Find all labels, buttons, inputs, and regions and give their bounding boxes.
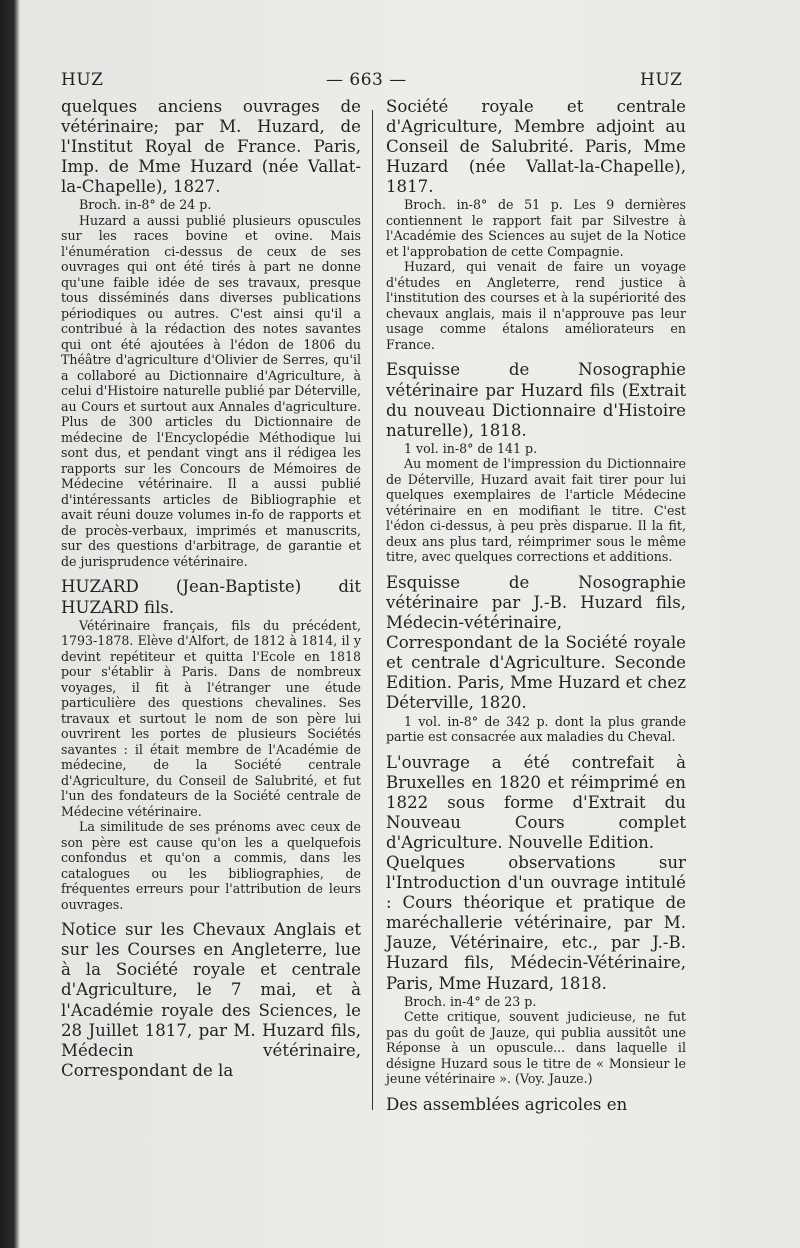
entry-note: Broch. in-4° de 23 p.	[404, 993, 537, 1009]
running-head-left: HUZ	[61, 70, 104, 90]
entry-title: Esquisse de Nosographie vétérinaire par Huzard fils (Extrait du nouveau Dictionnaire d'Histoire naturelle), 1818.	[386, 360, 686, 440]
left-column	[61, 97, 361, 1081]
entry-note: 1 vol. in-8° de 342 p. dont la plus grande partie est consacrée aux maladies du Cheval.	[386, 713, 686, 744]
entry-text: Société royale et centrale d'Agriculture, Membre adjoint au Conseil de Salubrité. Paris, Mme Huzard (née Vallat-la-Chapelle), 1817.	[386, 97, 686, 197]
entry-text: L'ouvrage a été contrefait à Bruxelles en 1820 et réimprimé en 1822 sous forme d'Extrait du Nouveau Cours complet d'Agriculture. Nouvelle Edition.	[386, 752, 686, 852]
entry-note: Broch. in-8° de 51 p. Les 9 dernières contiennent le rapport fait par Silvestre à l'Académie des Sciences au sujet de la Notice et l'approbation de cette Compagnie.	[386, 197, 686, 259]
entry-title: Des assemblées agricoles en	[386, 1094, 628, 1114]
entry-note: Au moment de l'impression du Dictionnaire de Déterville, Huzard avait fait tirer pour lui quelques exemplaires de l'article Médecine vétérinaire en en modifiant le titre. C'est l'édon ci-dessus, à peu près disparue. Il la fit, deux ans plus tard, réimprimer sous le même titre, avec quelques corrections et additions.	[386, 456, 686, 565]
entry-title: Quelques observations sur l'Introduction d'un ouvrage intitulé : Cours théorique et pratique de maréchallerie vétérinaire, par M. Jauze, Vétérinaire, etc., par J.-B. Huzard fils, Médecin-Vétérinaire, Paris, Mme Huzard, 1818.	[386, 852, 686, 993]
entry-title: Esquisse de Nosographie vétérinaire par J.-B. Huzard fils, Médecin-vétérinaire, Correspondant de la Société royale et centrale d'Agriculture. Seconde Edition. Paris, Mme Huzard et chez Déterville, 1820.	[386, 572, 686, 713]
entry-note: Cette critique, souvent judicieuse, ne fut pas du goût de Jauze, qui publia aussitôt une Réponse à un opuscule... dans laquelle il désigne Huzard sous le titre de « Monsieur le jeune vétérinaire ». (Voy. Jauze.)	[386, 1009, 686, 1087]
right-column	[386, 97, 686, 1115]
entry-text: quelques anciens ouvrages de vétérinaire; par M. Huzard, de l'Institut Royal de France. Paris, Imp. de Mme Huzard (née Vallat-la-Chapelle), 1827.	[61, 97, 361, 197]
entry-note: 1 vol. in-8° de 141 p.	[404, 440, 538, 456]
entry-note: Huzard a aussi publié plusieurs opuscules sur les races bovine et ovine. Mais l'énumération ci-dessus de ceux de ses ouvrages qui ont été tirés à part ne donne qu'une faible idée de ses travaux, presque tous disséminés dans diverses publications périodiques ou autres. C'est ainsi qu'il a contribué à la rédaction des notes savantes qui ont été ajoutées à l'édon de 1806 du Théâtre d'agriculture d'Olivier de Serres, qu'il a collaboré au Dictionnaire d'Agriculture, à celui d'Histoire naturelle publié par Déterville, au Cours et surtout aux Annales d'agriculture. Plus de 300 articles du Dictionnaire de médecine de l'Encyclopédie Méthodique lui sont dus, et pendant vingt ans il rédigea les rapports sur les Concours de Mémoires de Médecine vétérinaire. Il a aussi publié d'intéressants articles de Bibliographie et avait réuni douze volumes in-fo de rapports et de procès-verbaux, imprimés et manuscrits, sur des questions d'arbitrage, de garantie et de jurisprudence vétérinaire.	[61, 212, 361, 569]
column-divider	[372, 110, 373, 1110]
entry-note: Huzard, qui venait de faire un voyage d'études en Angleterre, rend justice à l'institution des courses et à la supériorité des chevaux anglais, mais il n'approuve pas leur usage comme étalons améliorateurs en France.	[386, 259, 686, 352]
page-number: — 663 —	[326, 70, 407, 90]
biography-text: Vétérinaire français, fils du précédent, 1793-1878. Elève d'Alfort, de 1812 à 1814, il y devint repétiteur et quitta l'Ecole en 1818 pour s'établir à Paris. Dans de nombreux voyages, il fit à l'étranger une étude particulière des questions chevalines. Ses travaux et surtout le nom de son père lui ouvrirent les portes de plusieurs Sociétés savantes : il était membre de l'Académie de médecine, de la Société centrale d'Agriculture, du Conseil de Salubrité, et fut l'un des fondateurs de la Société centrale de Médecine vétérinaire.	[61, 617, 361, 819]
author-heading: HUZARD (Jean-Baptiste) dit HUZARD fils.	[61, 577, 361, 617]
entry-title: Notice sur les Chevaux Anglais et sur les Courses en Angleterre, lue à la Société royale et centrale d'Agriculture, le 7 mai, et à l'Académie royale des Sciences, le 28 Juillet 1817, par M. Huzard fils, Médecin vétérinaire, Correspondant de la	[61, 920, 361, 1080]
entry-note: Broch. in-8° de 24 p.	[79, 197, 212, 213]
biography-text: La similitude de ses prénoms avec ceux de son père est cause qu'on les a quelquefois confondus et qu'on a commis, dans les catalogues ou les bibliographies, de fréquentes erreurs pour l'attribution de leurs ouvrages.	[61, 819, 361, 912]
running-head-right: HUZ	[640, 70, 683, 90]
